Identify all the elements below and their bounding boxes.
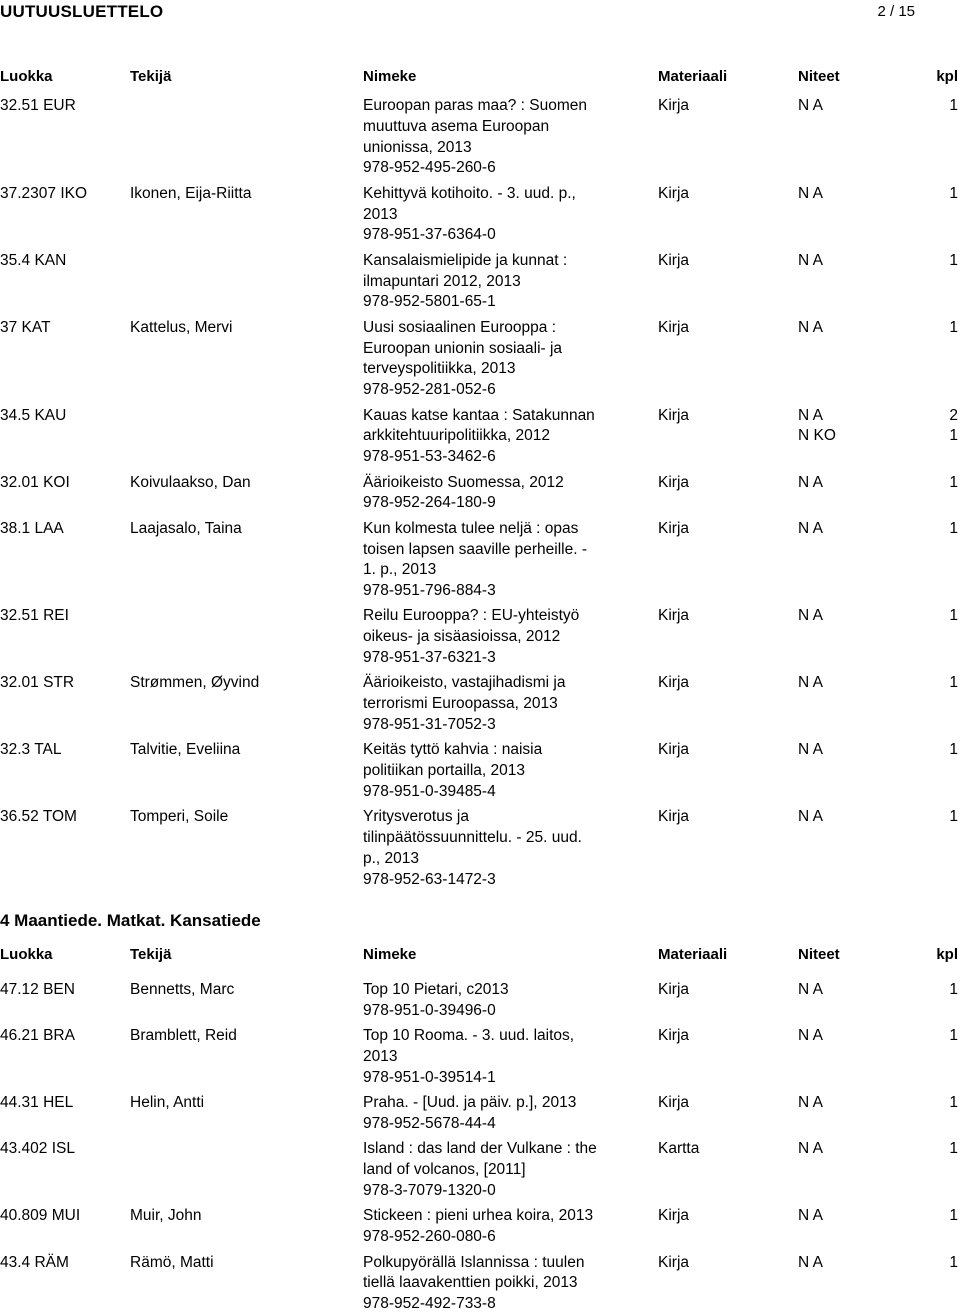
nimeke-line: 978-952-5801-65-1: [363, 293, 496, 311]
nimeke-line: muuttuva asema Euroopan: [363, 117, 550, 135]
catalog-rows-1: [0, 96, 960, 891]
cell-tekija: Kattelus, Mervi: [130, 318, 233, 336]
cell-tekija: Laajasalo, Taina: [130, 519, 242, 537]
table-row: [0, 673, 960, 735]
cell-luokka: 37 KAT: [0, 318, 51, 336]
nimeke-line: Euroopan paras maa? : Suomen: [363, 97, 588, 114]
nimeke-line: 978-951-796-884-3: [363, 582, 496, 600]
cell-niteet: [798, 980, 823, 1001]
column-header-tekija: Tekijä: [130, 68, 172, 85]
cell-luokka: 46.21 BRA: [0, 1027, 75, 1045]
kpl-line: 1: [949, 674, 958, 692]
cell-nimeke: [363, 406, 618, 468]
nimeke-line: Praha. - [Uud. ja päiv. p.], 2013: [363, 1094, 577, 1112]
nimeke-line: Top 10 Rooma. - 3. uud. laitos,: [363, 1027, 575, 1045]
nimeke-line: land of volcanos, [2011]: [363, 1161, 526, 1179]
cell-materiaali: Kirja: [658, 1027, 690, 1045]
niteet-line: N A: [798, 808, 823, 826]
table-row: [0, 1093, 960, 1135]
nimeke-line: 978-951-37-6321-3: [363, 649, 496, 667]
kpl-line: 1: [949, 1027, 958, 1045]
nimeke-line: 2013: [363, 1047, 398, 1065]
kpl-line: 1: [949, 184, 958, 202]
cell-kpl: [949, 318, 958, 339]
cell-nimeke: [363, 96, 618, 179]
kpl-line: 1: [949, 1094, 958, 1112]
nimeke-line: unionissa, 2013: [363, 138, 472, 156]
nimeke-line: terveyspolitiikka, 2013: [363, 360, 516, 378]
column-headers: [0, 946, 960, 970]
cell-materiaali: Kirja: [658, 318, 690, 336]
nimeke-line: 978-952-281-052-6: [363, 381, 496, 399]
kpl-line: 1: [949, 1253, 958, 1271]
cell-luokka: 35.4 KAN: [0, 251, 67, 269]
nimeke-line: 978-951-31-7052-3: [363, 716, 496, 734]
cell-luokka: 47.12 BEN: [0, 981, 75, 998]
cell-nimeke: [363, 1093, 618, 1135]
cell-niteet: [798, 1253, 823, 1274]
column-header-kpl: kpl: [936, 946, 958, 963]
niteet-line: N A: [798, 473, 823, 491]
nimeke-line: 978-951-37-6364-0: [363, 226, 496, 244]
cell-materiaali: Kirja: [658, 519, 690, 537]
cell-materiaali: Kartta: [658, 1140, 700, 1158]
cell-kpl: [949, 606, 958, 627]
nimeke-line: p., 2013: [363, 850, 420, 868]
nimeke-line: 978-952-264-180-9: [363, 494, 496, 512]
cell-luokka: 37.2307 IKO: [0, 184, 88, 202]
cell-niteet: [798, 406, 836, 448]
cell-nimeke: [363, 1026, 618, 1088]
cell-tekija: Helin, Antti: [130, 1094, 205, 1112]
cell-nimeke: [363, 1253, 618, 1315]
cell-niteet: [798, 96, 823, 117]
cell-niteet: [798, 184, 823, 205]
niteet-line: N A: [798, 1207, 823, 1225]
kpl-line: 1: [949, 97, 958, 114]
kpl-line: 1: [949, 473, 958, 491]
nimeke-line: Top 10 Pietari, c2013: [363, 981, 509, 998]
cell-nimeke: [363, 184, 618, 246]
niteet-line: N A: [798, 1027, 823, 1045]
page-header: [0, 0, 960, 26]
cell-tekija: Tomperi, Soile: [130, 808, 229, 826]
nimeke-line: Kehittyvä kotihoito. - 3. uud. p.,: [363, 184, 576, 202]
cell-niteet: [798, 251, 823, 272]
column-header-niteet: Niteet: [798, 946, 840, 963]
cell-luokka: 36.52 TOM: [0, 808, 77, 826]
cell-nimeke: [363, 1206, 618, 1248]
kpl-line: 1: [949, 318, 958, 336]
cell-luokka: 38.1 LAA: [0, 519, 64, 537]
nimeke-line: 1. p., 2013: [363, 561, 437, 579]
cell-tekija: Talvitie, Eveliina: [130, 741, 241, 759]
cell-niteet: [798, 1093, 823, 1114]
nimeke-line: 978-951-0-39514-1: [363, 1068, 496, 1086]
cell-materiaali: Kirja: [658, 741, 690, 759]
cell-kpl: [949, 184, 958, 205]
cell-kpl: [949, 740, 958, 761]
cell-nimeke: [363, 519, 618, 602]
page-number: 2 / 15: [877, 3, 915, 20]
nimeke-line: Island : das land der Vulkane : the: [363, 1140, 597, 1158]
kpl-line: 1: [949, 1140, 958, 1158]
cell-tekija: Koivulaakso, Dan: [130, 473, 251, 491]
kpl-line: 1: [949, 741, 958, 759]
kpl-line: 1: [949, 427, 958, 445]
cell-kpl: [949, 1093, 958, 1114]
nimeke-line: Äärioikeisto Suomessa, 2012: [363, 473, 564, 491]
cell-nimeke: [363, 318, 618, 401]
cell-kpl: [949, 1139, 958, 1160]
table-row: [0, 251, 960, 313]
column-headers: [0, 68, 960, 92]
cell-materiaali: Kirja: [658, 1207, 690, 1225]
cell-materiaali: Kirja: [658, 674, 690, 692]
niteet-line: N A: [798, 607, 823, 625]
cell-kpl: [949, 1253, 958, 1274]
cell-niteet: [798, 1139, 823, 1160]
nimeke-line: Polkupyörällä Islannissa : tuulen: [363, 1253, 585, 1271]
document-title: UUTUUSLUETTELO: [0, 2, 164, 21]
cell-luokka: 43.4 RÄM: [0, 1253, 69, 1271]
cell-kpl: [949, 807, 958, 828]
cell-materiaali: Kirja: [658, 808, 690, 826]
niteet-line: N A: [798, 1094, 823, 1112]
cell-luokka: 43.402 ISL: [0, 1140, 75, 1158]
nimeke-line: 978-952-495-260-6: [363, 159, 496, 177]
niteet-line: N A: [798, 981, 823, 998]
nimeke-line: Äärioikeisto, vastajihadismi ja: [363, 674, 566, 692]
niteet-line: N KO: [798, 427, 836, 445]
cell-nimeke: [363, 1139, 618, 1201]
column-header-niteet: Niteet: [798, 68, 840, 85]
cell-luokka: 34.5 KAU: [0, 406, 67, 424]
nimeke-line: 978-951-53-3462-6: [363, 448, 496, 466]
niteet-line: N A: [798, 97, 823, 114]
column-header-materiaali: Materiaali: [658, 946, 728, 963]
niteet-line: N A: [798, 674, 823, 692]
cell-materiaali: Kirja: [658, 406, 690, 424]
cell-tekija: Bennetts, Marc: [130, 981, 235, 998]
nimeke-line: tilinpäätössuunnittelu. - 25. uud.: [363, 829, 582, 847]
cell-luokka: 32.01 STR: [0, 674, 75, 692]
cell-niteet: [798, 740, 823, 761]
table-row: [0, 96, 960, 179]
cell-luokka: 44.31 HEL: [0, 1094, 74, 1112]
table-row: [0, 1139, 960, 1201]
nimeke-line: arkkitehtuuripolitiikka, 2012: [363, 427, 550, 445]
cell-luokka: 40.809 MUI: [0, 1207, 81, 1225]
nimeke-line: 2013: [363, 205, 398, 223]
cell-niteet: [798, 1026, 823, 1047]
catalog-section-1: [0, 68, 960, 891]
niteet-line: N A: [798, 251, 823, 269]
nimeke-line: Kun kolmesta tulee neljä : opas: [363, 519, 579, 537]
table-row: [0, 473, 960, 515]
nimeke-line: Stickeen : pieni urhea koira, 2013: [363, 1207, 594, 1225]
column-header-kpl: kpl: [936, 68, 958, 85]
column-header-luokka: Luokka: [0, 946, 53, 963]
column-header-nimeke: Nimeke: [363, 946, 417, 963]
cell-materiaali: Kirja: [658, 1253, 690, 1271]
column-header-nimeke: Nimeke: [363, 68, 417, 85]
nimeke-line: 978-952-5678-44-4: [363, 1114, 496, 1132]
cell-luokka: 32.51 EUR: [0, 97, 76, 114]
nimeke-line: Keitäs tyttö kahvia : naisia: [363, 741, 543, 759]
cell-niteet: [798, 1206, 823, 1227]
cell-kpl: [949, 251, 958, 272]
kpl-line: 1: [949, 981, 958, 998]
column-header-luokka: Luokka: [0, 68, 53, 85]
cell-tekija: Strømmen, Øyvind: [130, 674, 260, 692]
niteet-line: N A: [798, 1253, 823, 1271]
niteet-line: N A: [798, 519, 823, 537]
cell-kpl: [949, 673, 958, 694]
niteet-line: N A: [798, 406, 823, 424]
cell-kpl: [949, 1206, 958, 1227]
nimeke-line: Uusi sosiaalinen Eurooppa :: [363, 318, 557, 336]
cell-niteet: [798, 807, 823, 828]
cell-materiaali: Kirja: [658, 473, 690, 491]
section-title: 4 Maantiede. Matkat. Kansatiede: [0, 911, 261, 930]
cell-materiaali: Kirja: [658, 97, 690, 114]
nimeke-line: terrorismi Euroopassa, 2013: [363, 695, 558, 713]
cell-materiaali: Kirja: [658, 251, 690, 269]
niteet-line: N A: [798, 741, 823, 759]
cell-nimeke: [363, 606, 618, 668]
cell-luokka: 32.51 REI: [0, 607, 69, 625]
niteet-line: N A: [798, 184, 823, 202]
cell-kpl: [949, 980, 958, 1001]
cell-kpl: [949, 519, 958, 540]
cell-kpl: [949, 1026, 958, 1047]
nimeke-line: ilmapuntari 2012, 2013: [363, 272, 521, 290]
table-row: [0, 1253, 960, 1315]
table-row: [0, 406, 960, 468]
table-row: [0, 1026, 960, 1088]
niteet-line: N A: [798, 1140, 823, 1158]
column-header-materiaali: Materiaali: [658, 68, 728, 85]
nimeke-line: 978-952-63-1472-3: [363, 870, 496, 888]
cell-niteet: [798, 318, 823, 339]
cell-niteet: [798, 606, 823, 627]
cell-nimeke: [363, 673, 618, 735]
table-row: [0, 318, 960, 401]
table-row: [0, 980, 960, 1022]
nimeke-line: politiikan portailla, 2013: [363, 762, 525, 780]
cell-materiaali: Kirja: [658, 1094, 690, 1112]
cell-luokka: 32.01 KOI: [0, 473, 70, 491]
cell-kpl: [949, 406, 958, 448]
table-row: [0, 519, 960, 602]
nimeke-line: 978-951-0-39496-0: [363, 1001, 496, 1019]
niteet-line: N A: [798, 318, 823, 336]
cell-materiaali: Kirja: [658, 184, 690, 202]
cell-tekija: Rämö, Matti: [130, 1253, 214, 1271]
cell-luokka: 32.3 TAL: [0, 741, 62, 759]
catalog-rows-2: [0, 980, 960, 1315]
kpl-line: 1: [949, 251, 958, 269]
cell-tekija: Muir, John: [130, 1207, 202, 1225]
nimeke-line: 978-952-492-733-8: [363, 1295, 496, 1313]
cell-niteet: [798, 473, 823, 494]
kpl-line: 1: [949, 607, 958, 625]
cell-nimeke: [363, 807, 618, 890]
catalog-section-2: [0, 946, 960, 1315]
cell-tekija: Bramblett, Reid: [130, 1027, 237, 1045]
nimeke-line: Kansalaismielipide ja kunnat :: [363, 251, 568, 269]
cell-nimeke: [363, 980, 618, 1022]
nimeke-line: toisen lapsen saaville perheille. -: [363, 540, 588, 558]
nimeke-line: Kauas katse kantaa : Satakunnan: [363, 406, 595, 424]
nimeke-line: Reilu Eurooppa? : EU-yhteistyö: [363, 607, 580, 625]
cell-materiaali: Kirja: [658, 981, 690, 998]
cell-materiaali: Kirja: [658, 607, 690, 625]
nimeke-line: Euroopan unionin sosiaali- ja: [363, 339, 563, 357]
table-row: [0, 807, 960, 890]
cell-niteet: [798, 673, 823, 694]
cell-tekija: Ikonen, Eija-Riitta: [130, 184, 252, 202]
table-row: [0, 606, 960, 668]
cell-nimeke: [363, 473, 618, 515]
table-row: [0, 740, 960, 802]
nimeke-line: 978-952-260-080-6: [363, 1228, 496, 1246]
table-row: [0, 1206, 960, 1248]
cell-kpl: [949, 473, 958, 494]
nimeke-line: oikeus- ja sisäasioissa, 2012: [363, 628, 561, 646]
table-row: [0, 184, 960, 246]
column-header-tekija: Tekijä: [130, 946, 172, 963]
nimeke-line: 978-3-7079-1320-0: [363, 1181, 496, 1199]
kpl-line: 2: [949, 406, 958, 424]
kpl-line: 1: [949, 1207, 958, 1225]
cell-niteet: [798, 519, 823, 540]
kpl-line: 1: [949, 519, 958, 537]
kpl-line: 1: [949, 808, 958, 826]
cell-nimeke: [363, 251, 618, 313]
nimeke-line: tiellä laavakenttien poikki, 2013: [363, 1274, 578, 1292]
cell-kpl: [949, 96, 958, 117]
cell-nimeke: [363, 740, 618, 802]
nimeke-line: Yritysverotus ja: [363, 808, 469, 826]
nimeke-line: 978-951-0-39485-4: [363, 783, 496, 801]
